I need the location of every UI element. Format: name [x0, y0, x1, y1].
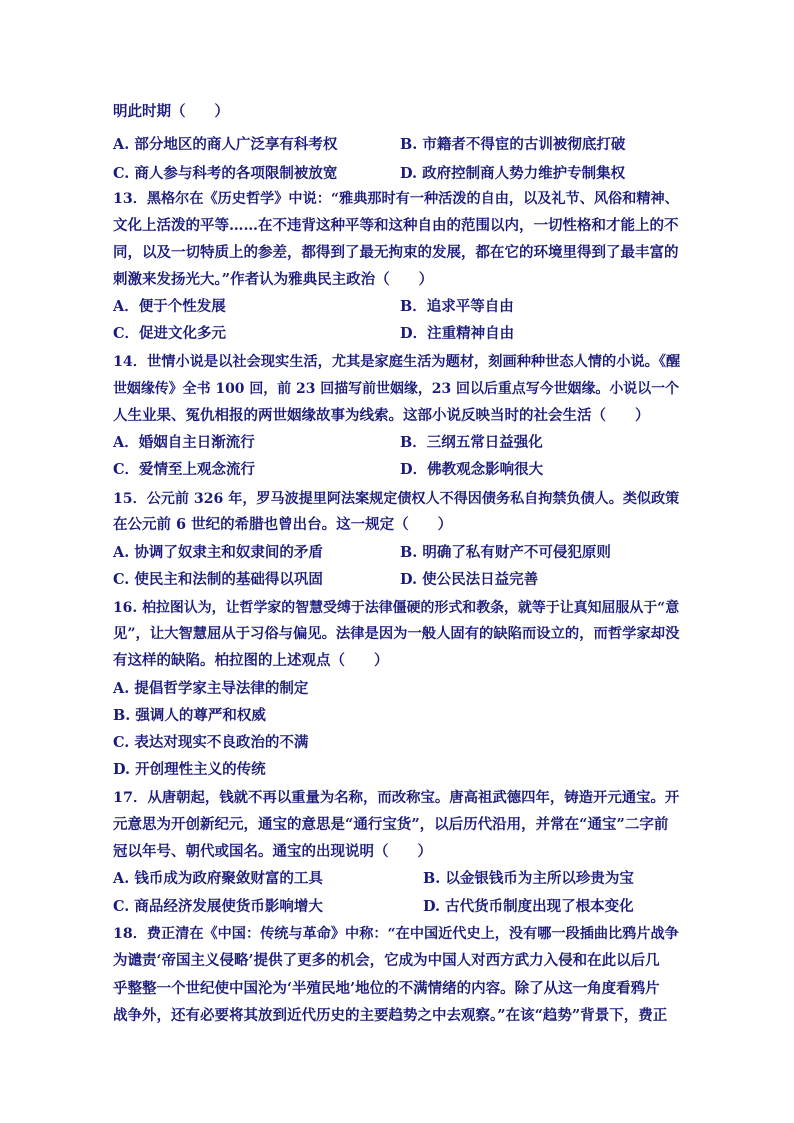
option-d[interactable]: D．注重精神自由 [400, 325, 515, 342]
question-17-line: 元意思为开创新纪元，通宝的意思是“通行宝货”，以后历代沿用，并常在“通宝”二字前 [113, 816, 669, 833]
option-c[interactable]: C. 商人参与科考的各项限制被放宽 [113, 165, 338, 182]
question-18-line: 为谴责‘帝国主义侵略’提供了更多的机会，它成为中国人对西方武力入侵和在此以后几 [113, 952, 660, 969]
option-d[interactable]: D．佛教观念影响很大 [400, 461, 544, 478]
question-12-stem-end: 明此时期（ ） [113, 103, 229, 120]
question-13-line: 文化上活泼的平等……在不违背这种平等和这种自由的范围以内，一切性格和才能上的不 [113, 217, 679, 234]
question-15-line: 15．公元前 326 年，罗马波提里阿法案规定债权人不得因债务私自拘禁负债人。类似政策 [113, 491, 680, 507]
question-18-line: 乎整整一个世纪使中国沦为‘半殖民地’地位的不满情绪的内容。除了从这一角度看鸦片 [113, 980, 660, 997]
option-a[interactable]: A．便于个性发展 [113, 298, 226, 315]
question-14-line: 14．世情小说是以社会现实生活，尤其是家庭生活为题材，刻画种种世态人情的小说。《醒 [113, 354, 681, 370]
question-14-line: 世姻缘传》全书 100 回，前 23 回描写前世姻缘，23 回以后重点写今世姻缘。小说以一个 [113, 381, 680, 397]
question-14-line: 人生业果、冤仇相报的两世姻缘故事为线索。这部小说反映当时的社会生活（ ） [113, 407, 650, 424]
question-15-line: 在公元前 6 世纪的希腊也曾出台。这一规定（ ） [113, 516, 453, 533]
option-b[interactable]: B. 强调人的尊严和权威 [113, 707, 266, 724]
question-16-line: 见”，让大智慧屈从于习俗与偏见。法律是因为一般人固有的缺陷而设立的，而哲学家却没 [113, 626, 680, 642]
option-a[interactable]: A. 协调了奴隶主和奴隶间的矛盾 [113, 544, 323, 561]
option-a[interactable]: A. 部分地区的商人广泛享有科考权 [113, 136, 338, 153]
option-d[interactable]: D. 政府控制商人势力维护专制集权 [400, 165, 626, 182]
question-18-line: 战争外，还有必要将其放到近代历史的主要趋势之中去观察。”在该“趋势”背景下，费正 [113, 1007, 668, 1024]
option-b[interactable]: B. 市籍者不得宦的古训被彻底打破 [400, 136, 626, 153]
option-d[interactable]: D. 古代货币制度出现了根本变化 [423, 898, 634, 915]
question-17-line: 17．从唐朝起，钱就不再以重量为名称，而改称宝。唐高祖武德四年，铸造开元通宝。开 [113, 789, 680, 806]
option-d[interactable]: D. 使公民法日益完善 [400, 571, 539, 588]
question-18-line: 18．费正清在《中国：传统与革命》中称：“在中国近代史上，没有哪一段插曲比鸦片战争 [113, 926, 679, 942]
option-c[interactable]: C．促进文化多元 [113, 325, 227, 342]
option-c[interactable]: C. 表达对现实不良政治的不满 [113, 734, 309, 751]
question-16-line: 有这样的缺陷。柏拉图的上述观点（ ） [113, 652, 389, 669]
option-c[interactable]: C．爱情至上观念流行 [113, 461, 256, 478]
option-b[interactable]: B. 以金银钱币为主所以珍贵为宝 [423, 870, 634, 887]
question-17-line: 冠以年号、朝代或国名。通宝的出现说明（ ） [113, 843, 432, 860]
option-b[interactable]: B．三纲五常日益强化 [400, 434, 543, 451]
option-a[interactable]: A. 提倡哲学家主导法律的制定 [113, 680, 309, 697]
option-c[interactable]: C. 使民主和法制的基础得以巩固 [113, 571, 323, 588]
question-13-line: 13．黑格尔在《历史哲学》中说：“雅典那时有一种活泼的自由，以及礼节、风俗和精神、 [113, 191, 679, 207]
option-a[interactable]: A．婚姻自主日渐流行 [113, 434, 255, 451]
question-13-line: 同，以及一切特质上的参差，都得到了最无拘束的发展，都在它的环境里得到了最丰富的 [113, 244, 679, 261]
option-b[interactable]: B．追求平等自由 [400, 298, 514, 315]
option-b[interactable]: B. 明确了私有财产不可侵犯原则 [400, 544, 611, 561]
option-a[interactable]: A. 钱币成为政府聚敛财富的工具 [113, 870, 323, 887]
option-c[interactable]: C. 商品经济发展使货币影响增大 [113, 898, 323, 915]
question-13-line: 刺激来发扬光大。”作者认为雅典民主政治（ ） [113, 271, 434, 288]
question-16-line: 16. 柏拉图认为，让哲学家的智慧受缚于法律僵硬的形式和教条，就等于让真知屈服从于“意 [113, 600, 680, 616]
option-d[interactable]: D. 开创理性主义的传统 [113, 761, 266, 778]
